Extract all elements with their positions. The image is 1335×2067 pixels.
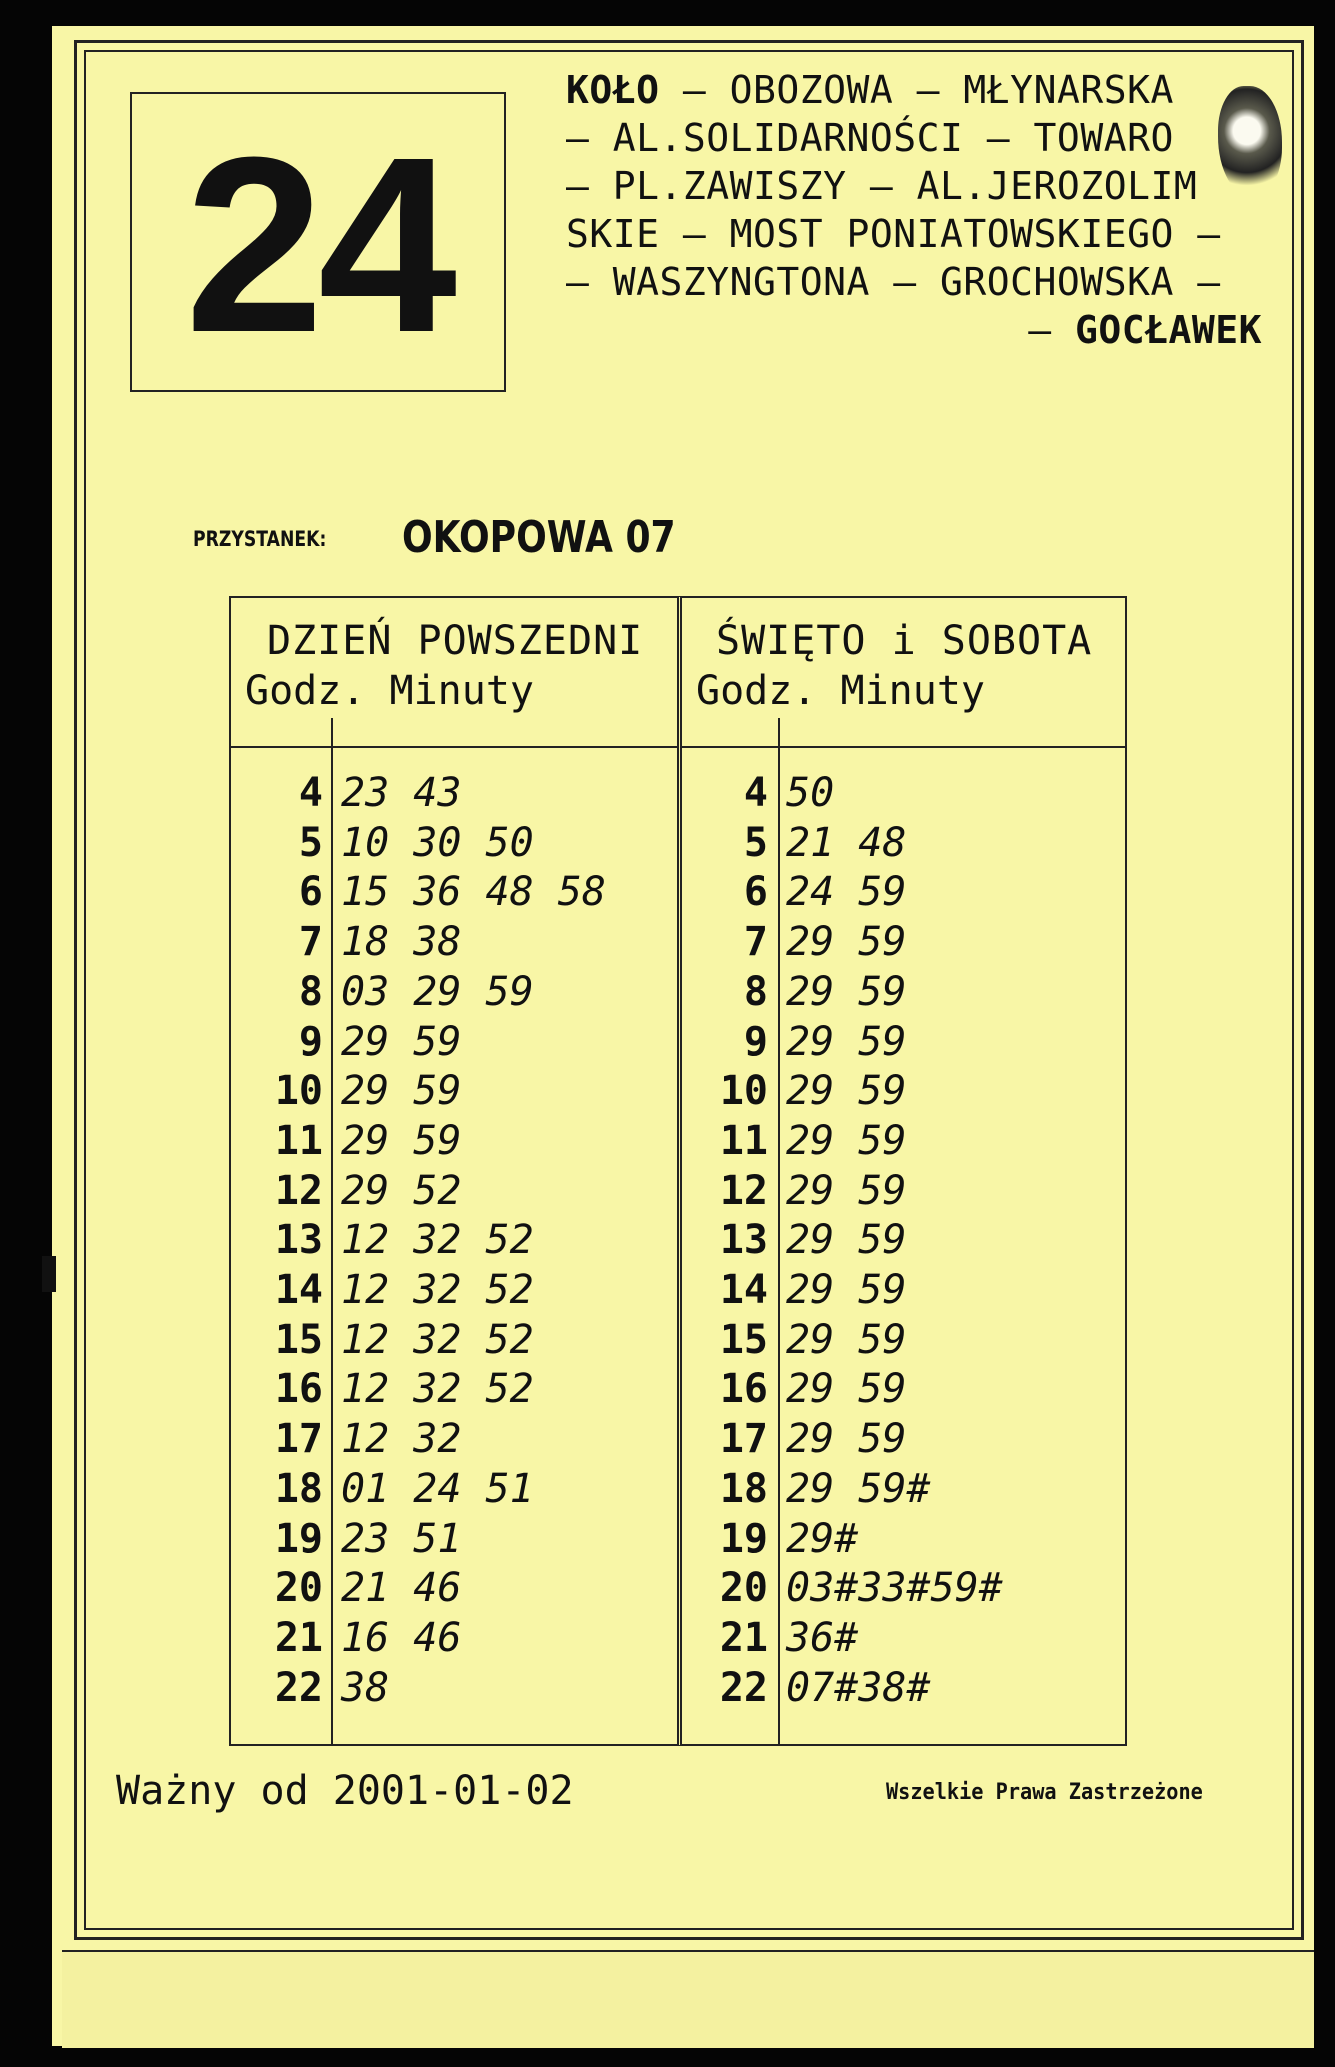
minutes-cell: 29 59 — [341, 1068, 462, 1115]
hour-cell: 15 — [719, 1316, 768, 1363]
minutes-cell: 50 — [786, 770, 835, 816]
hour-cell: 8 — [298, 968, 323, 1015]
timetable-row — [682, 1265, 1125, 1315]
route-line-text: – — [1028, 308, 1075, 352]
timetable-row — [682, 1215, 1125, 1265]
hour-cell: 10 — [274, 1068, 323, 1115]
minutes-cell: 29 59 — [341, 1018, 462, 1065]
scan-mark — [42, 1256, 56, 1292]
hour-cell: 7 — [298, 919, 323, 966]
hour-cell: 19 — [274, 1515, 323, 1562]
minutes-cell: 12 32 — [341, 1416, 462, 1463]
hour-cell: 17 — [719, 1416, 768, 1463]
hour-cell: 7 — [743, 919, 768, 966]
timetable-row — [231, 967, 677, 1017]
timetable-row — [682, 1364, 1125, 1414]
timetable-row — [231, 1116, 677, 1166]
minutes-cell: 29 59 — [786, 919, 907, 966]
minutes-cell: 29 59 — [786, 1366, 907, 1413]
hour-cell: 20 — [719, 1565, 768, 1612]
sheet-bottom-edge — [62, 1950, 1314, 2048]
minutes-cell: 29 59 — [786, 1018, 907, 1065]
route-line — [566, 114, 1266, 162]
hour-cell: 17 — [274, 1416, 323, 1463]
minutes-cell: 29 59 — [341, 1117, 462, 1164]
minutes-cell: 12 32 52 — [341, 1267, 534, 1313]
timetable-row — [682, 1066, 1125, 1116]
timetable-row — [682, 1166, 1125, 1216]
hour-cell: 19 — [719, 1515, 768, 1562]
hour-cell: 12 — [274, 1167, 323, 1214]
minutes-cell: 29# — [786, 1515, 859, 1562]
timetable-row — [231, 917, 677, 967]
timetable-row — [682, 1563, 1125, 1613]
hour-cell: 20 — [274, 1565, 323, 1612]
hour-cell: 21 — [719, 1614, 768, 1661]
hour-cell: 16 — [719, 1366, 768, 1413]
timetable-row — [682, 1017, 1125, 1067]
rights-notice: Wszelkie Prawa Zastrzeżone — [886, 1780, 1203, 1805]
route-description — [566, 66, 1266, 354]
timetable-row — [231, 1265, 677, 1315]
timetable-row — [231, 1663, 677, 1713]
route-line — [566, 258, 1266, 306]
timetable-row — [231, 1364, 677, 1414]
timetable-row — [682, 1464, 1125, 1514]
hour-cell: 10 — [719, 1068, 768, 1115]
timetable-row — [231, 1514, 677, 1564]
weekday-header — [231, 598, 677, 748]
route-origin: KOŁO — [566, 68, 660, 112]
hour-cell: 18 — [719, 1465, 768, 1512]
timetable-row — [231, 1066, 677, 1116]
minutes-cell: 16 46 — [341, 1614, 462, 1661]
stop-name: OKOPOWA 07 — [402, 512, 676, 563]
timetable-row — [682, 867, 1125, 917]
holiday-title: ŚWIĘTO i SOBOTA — [716, 618, 1093, 664]
hour-cell: 15 — [274, 1316, 323, 1363]
minutes-cell: 03 29 59 — [341, 968, 534, 1015]
hour-cell: 6 — [743, 869, 768, 916]
hour-cell: 11 — [719, 1117, 768, 1164]
minutes-cell: 21 48 — [786, 819, 907, 866]
holiday-header — [682, 598, 1125, 748]
minutes-cell: 12 32 52 — [341, 1366, 534, 1413]
timetable-row — [682, 1116, 1125, 1166]
minutes-cell: 24 59 — [786, 869, 907, 916]
timetable — [229, 596, 1127, 1746]
timetable-row — [682, 1315, 1125, 1365]
hour-cell: 6 — [298, 869, 323, 916]
minutes-cell: 29 59 — [786, 1267, 907, 1313]
timetable-row — [231, 1414, 677, 1464]
hour-cell: 22 — [719, 1664, 768, 1711]
timetable-row — [231, 1017, 677, 1067]
route-line — [566, 162, 1266, 210]
hour-cell: 13 — [719, 1217, 768, 1264]
timetable-row — [682, 1414, 1125, 1464]
hour-cell: 21 — [274, 1614, 323, 1661]
timetable-row — [231, 768, 677, 818]
minutes-cell: 29 52 — [341, 1167, 462, 1214]
minutes-cell: 29 59 — [786, 1416, 907, 1463]
minutes-cell: 29 59 — [786, 968, 907, 1015]
route-line — [566, 66, 1266, 114]
minutes-cell: 23 51 — [341, 1515, 462, 1562]
minutes-cell: 12 32 52 — [341, 1316, 534, 1363]
weekday-title: DZIEŃ POWSZEDNI — [267, 618, 644, 664]
route-line — [566, 306, 1262, 354]
minutes-cell: 29 59# — [786, 1465, 931, 1512]
timetable-row — [682, 1663, 1125, 1713]
minutes-cell: 21 46 — [341, 1565, 462, 1612]
timetable-row — [682, 818, 1125, 868]
route-line-text: SKIE – MOST PONIATOWSKIEGO – — [566, 212, 1221, 256]
timetable-row — [682, 1514, 1125, 1564]
timetable-row — [682, 967, 1125, 1017]
minutes-cell: 03#33#59# — [786, 1565, 1003, 1612]
minutes-cell: 01 24 51 — [341, 1465, 534, 1512]
timetable-row — [682, 917, 1125, 967]
minutes-cell: 10 30 50 — [341, 819, 534, 866]
timetable-row — [231, 1613, 677, 1663]
route-number: 24 — [184, 105, 452, 384]
minutes-cell: 18 38 — [341, 919, 462, 966]
route-destination: GOCŁAWEK — [1074, 308, 1262, 352]
hour-cell: 16 — [274, 1366, 323, 1413]
hour-cell: 14 — [274, 1267, 323, 1313]
timetable-row — [231, 1166, 677, 1216]
valid-from: Ważny od 2001-01-02 — [116, 1768, 574, 1814]
timetable-row — [682, 1613, 1125, 1663]
holiday-subtitle: Godz. Minuty — [696, 668, 985, 714]
timetable-row — [231, 1563, 677, 1613]
hour-cell: 22 — [274, 1664, 323, 1711]
hour-cell: 11 — [274, 1117, 323, 1164]
timetable-row — [231, 867, 677, 917]
minutes-cell: 38 — [341, 1664, 390, 1711]
hour-cell: 13 — [274, 1217, 323, 1264]
holiday-table — [677, 596, 1127, 1746]
route-line-text: – OBOZOWA – MŁYNARSKA — [659, 68, 1174, 112]
minutes-cell: 29 59 — [786, 1217, 907, 1264]
minutes-cell: 29 59 — [786, 1068, 907, 1115]
hour-cell: 4 — [298, 770, 323, 816]
minutes-cell: 29 59 — [786, 1316, 907, 1363]
weekday-subtitle: Godz. Minuty — [245, 668, 534, 714]
route-line-text: – WASZYNGTONA – GROCHOWSKA – — [566, 260, 1221, 304]
route-number-box — [130, 92, 506, 392]
route-line — [566, 210, 1266, 258]
timetable-row — [682, 768, 1125, 818]
hour-cell: 5 — [743, 819, 768, 866]
column-tick — [331, 718, 333, 746]
hour-cell: 4 — [743, 770, 768, 816]
minutes-cell: 29 59 — [786, 1167, 907, 1214]
column-tick — [778, 718, 780, 746]
weekday-table — [229, 596, 679, 1746]
minutes-cell: 29 59 — [786, 1117, 907, 1164]
minutes-cell: 23 43 — [341, 770, 462, 816]
hour-cell: 12 — [719, 1167, 768, 1214]
hour-cell: 9 — [298, 1018, 323, 1065]
timetable-row — [231, 1464, 677, 1514]
hour-cell: 9 — [743, 1018, 768, 1065]
minutes-cell: 36# — [786, 1614, 859, 1661]
timetable-row — [231, 1215, 677, 1265]
minutes-cell: 15 36 48 58 — [341, 869, 606, 916]
hour-cell: 8 — [743, 968, 768, 1015]
hour-cell: 5 — [298, 819, 323, 866]
timetable-row — [231, 818, 677, 868]
timetable-row — [231, 1315, 677, 1365]
hour-cell: 14 — [719, 1267, 768, 1313]
minutes-cell: 07#38# — [786, 1664, 931, 1711]
hour-cell: 18 — [274, 1465, 323, 1512]
stop-label: PRZYSTANEK: — [193, 527, 327, 551]
minutes-cell: 12 32 52 — [341, 1217, 534, 1264]
route-line-text: – AL.SOLIDARNOŚCI – TOWARO — [566, 116, 1174, 160]
route-line-text: – PL.ZAWISZY – AL.JEROZOLIM — [566, 164, 1198, 208]
